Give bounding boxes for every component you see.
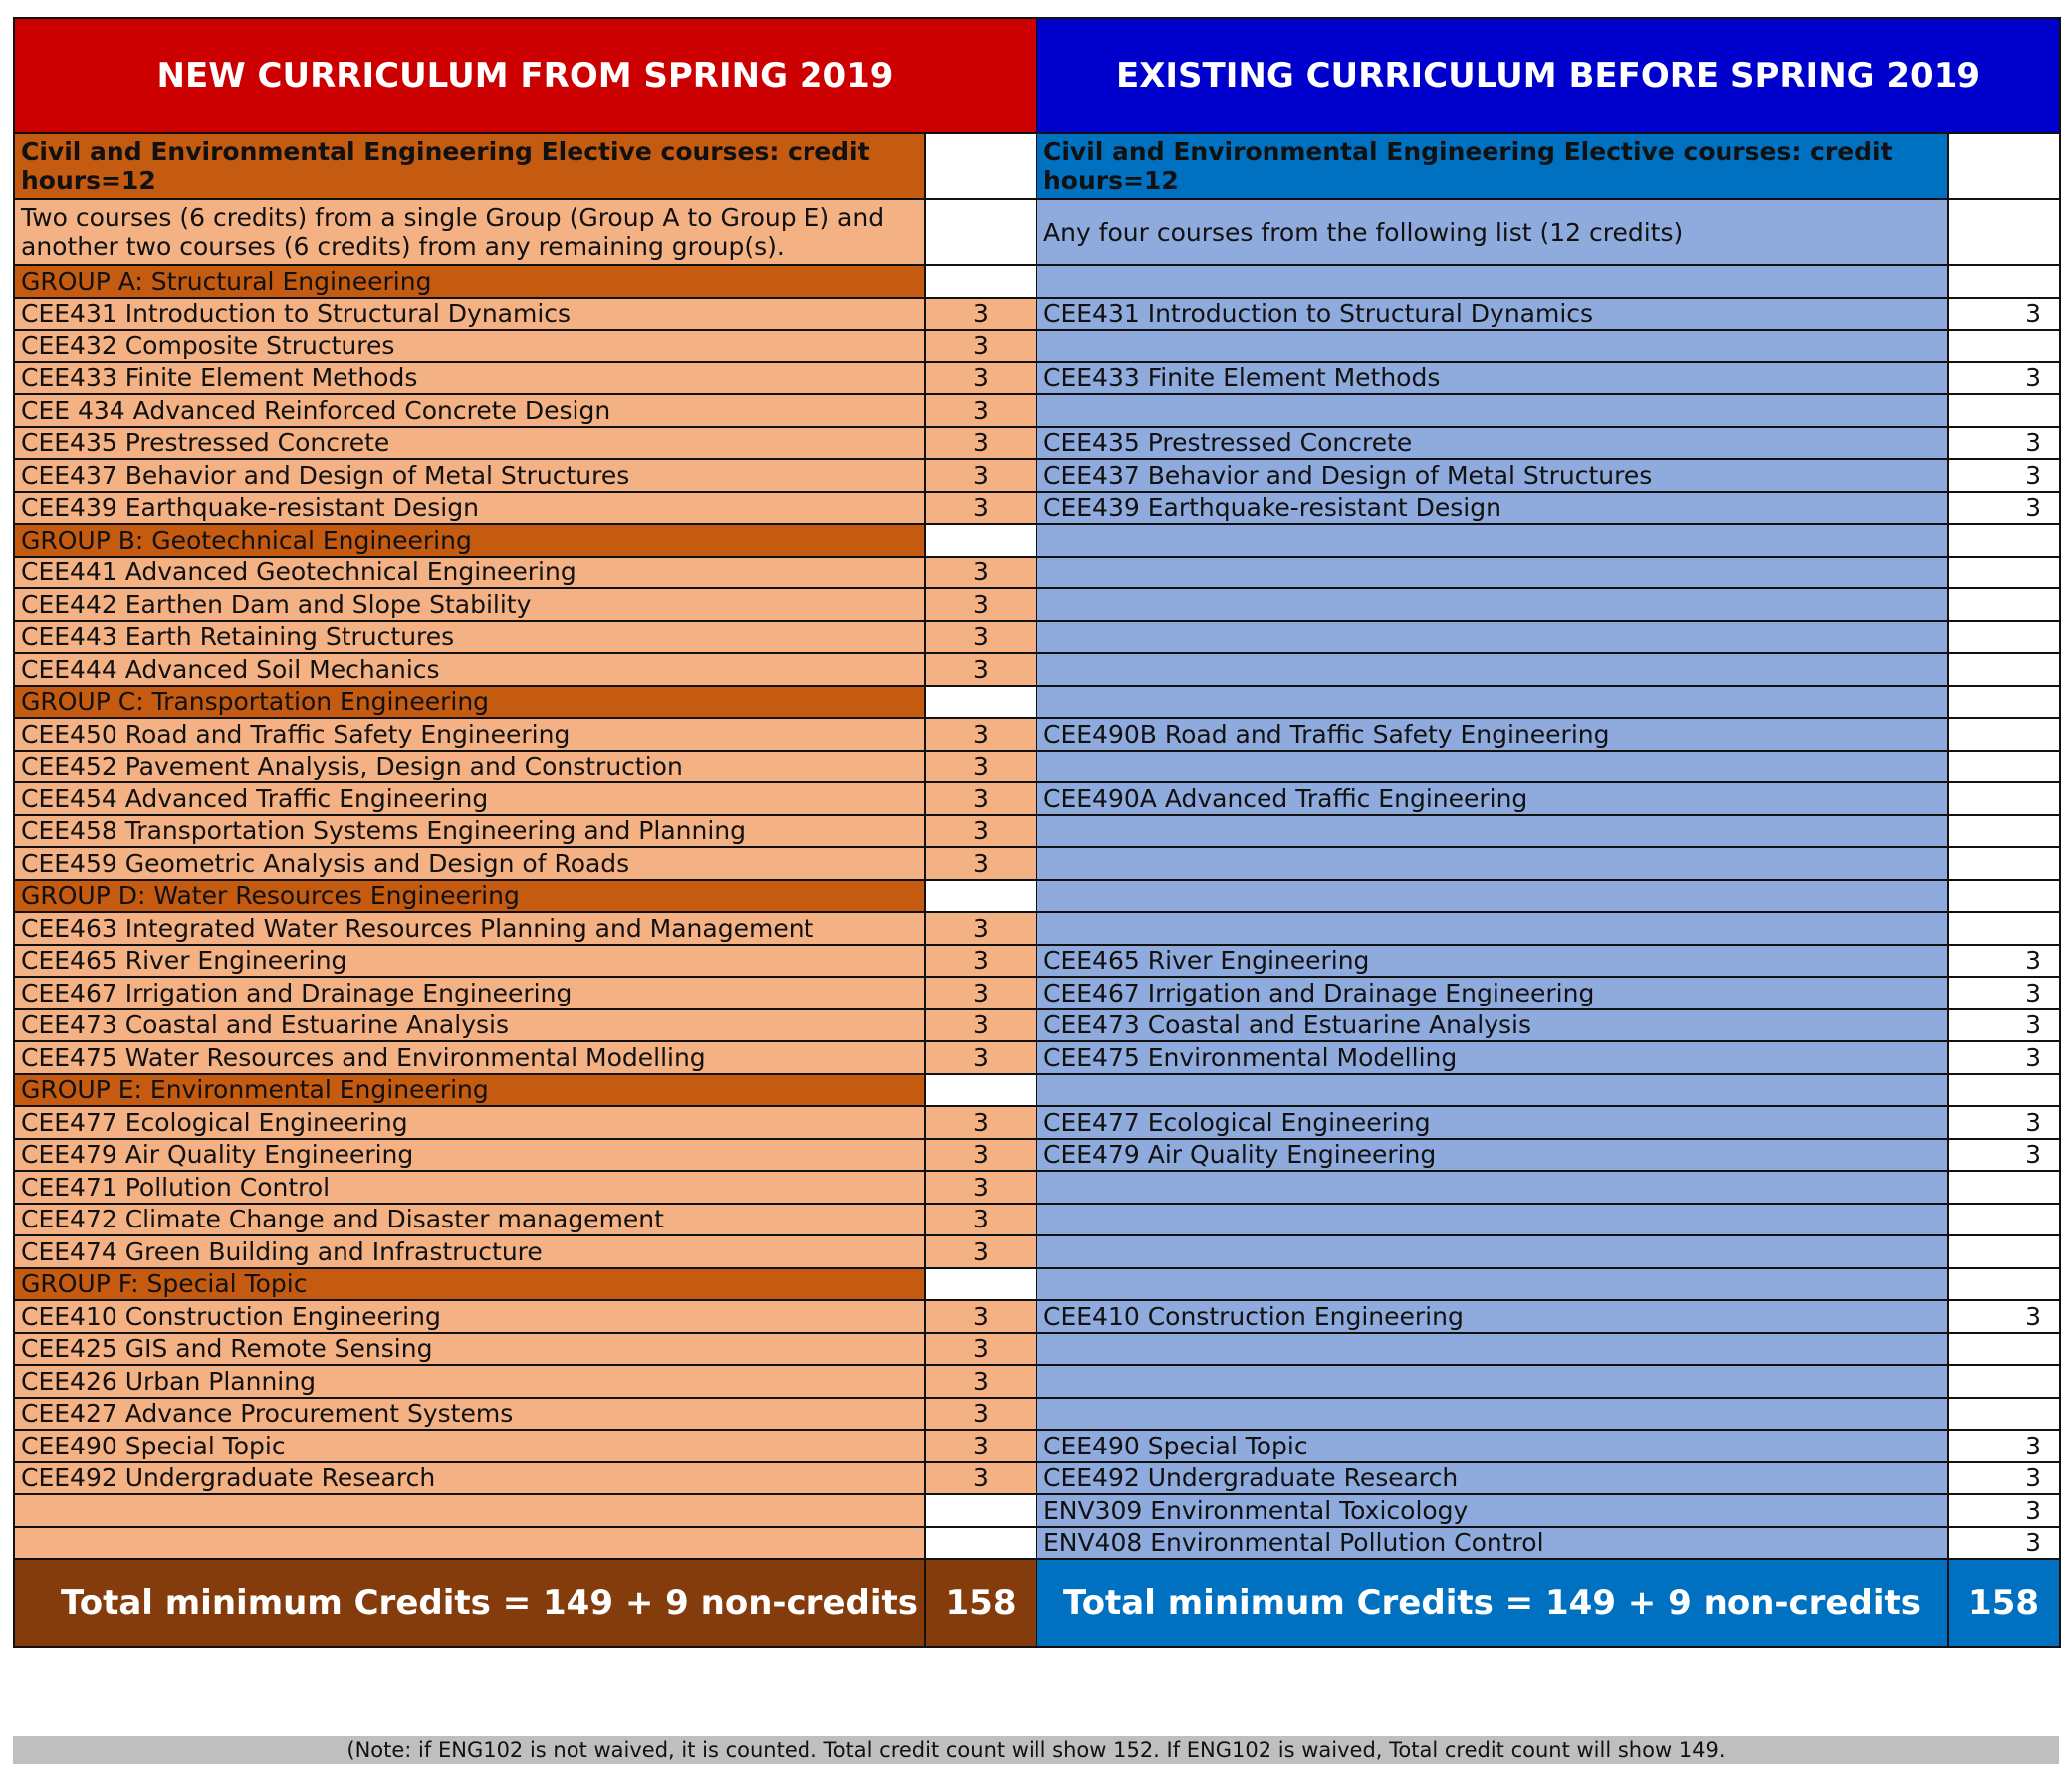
new-elective-title-credit	[925, 133, 1036, 199]
new-course-credit: 3	[925, 1009, 1036, 1042]
new-course-credit: 3	[925, 1398, 1036, 1431]
old-course-name	[1036, 686, 1948, 719]
old-course-name	[1036, 1074, 1948, 1107]
old-course-credit	[1948, 330, 2060, 362]
course-row	[14, 1527, 2060, 1560]
old-course-credit: 3	[1948, 298, 2060, 331]
old-course-name: CEE490A Advanced Traffic Engineering	[1036, 782, 1948, 815]
old-course-credit	[1948, 524, 2060, 557]
course-row	[14, 557, 2060, 589]
course-row	[14, 427, 2060, 460]
new-course-credit	[925, 1074, 1036, 1107]
new-course-credit: 3	[925, 1365, 1036, 1398]
old-course-credit	[1948, 880, 2060, 913]
old-course-credit: 3	[1948, 1009, 2060, 1042]
new-course-credit: 3	[925, 1106, 1036, 1139]
new-course-name: CEE463 Integrated Water Resources Planning and Management	[14, 912, 925, 945]
old-course-credit: 3	[1948, 1300, 2060, 1333]
new-course-credit: 3	[925, 362, 1036, 395]
new-course-name: CEE479 Air Quality Engineering	[14, 1139, 925, 1172]
old-course-name	[1036, 751, 1948, 783]
course-row	[14, 1235, 2060, 1268]
new-group-label: GROUP C: Transportation Engineering	[14, 686, 925, 719]
new-course-credit: 3	[925, 653, 1036, 686]
new-course-credit	[925, 524, 1036, 557]
old-elective-rule: Any four courses from the following list (12 credits)	[1036, 199, 1948, 265]
course-row	[14, 945, 2060, 978]
old-course-credit	[1948, 1268, 2060, 1301]
new-course-credit: 3	[925, 394, 1036, 427]
old-course-credit	[1948, 653, 2060, 686]
old-course-name	[1036, 1204, 1948, 1236]
old-elective-rule-credit	[1948, 199, 2060, 265]
new-elective-rule: Two courses (6 credits) from a single Group (Group A to Group E) and another two courses (6 credits) from any remaining group(s).	[14, 199, 925, 265]
group-row	[14, 686, 2060, 719]
old-course-name	[1036, 265, 1948, 298]
old-course-credit	[1948, 588, 2060, 621]
old-total-label: Total minimum Credits = 149 + 9 non-credits	[1036, 1559, 1948, 1647]
old-course-credit	[1948, 1235, 2060, 1268]
course-row	[14, 298, 2060, 331]
new-course-credit	[925, 880, 1036, 913]
old-course-credit	[1948, 1333, 2060, 1366]
course-row	[14, 1139, 2060, 1172]
course-row	[14, 977, 2060, 1009]
old-course-credit: 3	[1948, 459, 2060, 492]
new-course-credit: 3	[925, 1204, 1036, 1236]
new-course-name: CEE426 Urban Planning	[14, 1365, 925, 1398]
course-row	[14, 1009, 2060, 1042]
new-course-name: CEE425 GIS and Remote Sensing	[14, 1333, 925, 1366]
new-course-name: CEE435 Prestressed Concrete	[14, 427, 925, 460]
new-elective-title: Civil and Environmental Engineering Elective courses: credit hours=12	[14, 133, 925, 199]
old-course-name	[1036, 557, 1948, 589]
new-course-credit: 3	[925, 847, 1036, 880]
course-row	[14, 1300, 2060, 1333]
new-total-label: Total minimum Credits = 149 + 9 non-credits	[14, 1559, 925, 1647]
old-elective-title: Civil and Environmental Engineering Elective courses: credit hours=12	[1036, 133, 1948, 199]
new-course-credit: 3	[925, 330, 1036, 362]
new-course-credit: 3	[925, 588, 1036, 621]
old-course-name: CEE435 Prestressed Concrete	[1036, 427, 1948, 460]
old-course-name: CEE479 Air Quality Engineering	[1036, 1139, 1948, 1172]
old-course-credit: 3	[1948, 977, 2060, 1009]
old-course-name	[1036, 330, 1948, 362]
footnote: (Note: if ENG102 is not waived, it is counted. Total credit count will show 152. If ENG102 is waived, Total credit count will show 149.	[13, 1736, 2059, 1764]
old-course-credit: 3	[1948, 362, 2060, 395]
course-row	[14, 330, 2060, 362]
new-course-credit: 3	[925, 298, 1036, 331]
old-course-credit	[1948, 686, 2060, 719]
old-course-credit: 3	[1948, 1430, 2060, 1462]
new-course-name: CEE492 Undergraduate Research	[14, 1462, 925, 1495]
old-course-credit	[1948, 782, 2060, 815]
course-row	[14, 362, 2060, 395]
new-course-name: CEE439 Earthquake-resistant Design	[14, 492, 925, 525]
old-course-credit	[1948, 557, 2060, 589]
new-course-credit: 3	[925, 751, 1036, 783]
new-course-name: CEE444 Advanced Soil Mechanics	[14, 653, 925, 686]
new-course-name: CEE441 Advanced Geotechnical Engineering	[14, 557, 925, 589]
new-course-credit	[925, 686, 1036, 719]
course-row	[14, 1398, 2060, 1431]
new-course-name: CEE473 Coastal and Estuarine Analysis	[14, 1009, 925, 1042]
old-course-name: CEE490 Special Topic	[1036, 1430, 1948, 1462]
old-course-credit	[1948, 751, 2060, 783]
new-course-name: CEE471 Pollution Control	[14, 1171, 925, 1204]
old-course-name	[1036, 621, 1948, 654]
course-row	[14, 1171, 2060, 1204]
new-course-credit	[925, 265, 1036, 298]
course-row	[14, 815, 2060, 848]
old-course-name	[1036, 588, 1948, 621]
course-row	[14, 1365, 2060, 1398]
old-course-name: ENV309 Environmental Toxicology	[1036, 1494, 1948, 1527]
new-course-name: CEE490 Special Topic	[14, 1430, 925, 1462]
old-total-value: 158	[1948, 1559, 2060, 1647]
new-course-credit: 3	[925, 1235, 1036, 1268]
old-course-credit	[1948, 394, 2060, 427]
new-course-credit: 3	[925, 1171, 1036, 1204]
new-course-credit: 3	[925, 1333, 1036, 1366]
old-course-credit: 3	[1948, 1139, 2060, 1172]
new-course-name: CEE433 Finite Element Methods	[14, 362, 925, 395]
course-row	[14, 621, 2060, 654]
new-course-name: CEE458 Transportation Systems Engineering and Planning	[14, 815, 925, 848]
new-curriculum-header: NEW CURRICULUM FROM SPRING 2019	[14, 18, 1036, 133]
old-course-credit	[1948, 847, 2060, 880]
old-course-name: CEE437 Behavior and Design of Metal Structures	[1036, 459, 1948, 492]
new-total-value: 158	[925, 1559, 1036, 1647]
old-course-name	[1036, 815, 1948, 848]
new-course-credit	[925, 1527, 1036, 1560]
old-course-name: CEE492 Undergraduate Research	[1036, 1462, 1948, 1495]
old-course-credit: 3	[1948, 1527, 2060, 1560]
course-row	[14, 1462, 2060, 1495]
new-course-credit: 3	[925, 492, 1036, 525]
new-course-credit: 3	[925, 782, 1036, 815]
old-course-name	[1036, 1235, 1948, 1268]
new-group-label: GROUP B: Geotechnical Engineering	[14, 524, 925, 557]
old-course-credit: 3	[1948, 945, 2060, 978]
old-course-credit	[1948, 1074, 2060, 1107]
course-row	[14, 459, 2060, 492]
old-course-credit: 3	[1948, 1462, 2060, 1495]
curriculum-table	[13, 17, 2061, 1648]
course-row	[14, 912, 2060, 945]
old-course-name: ENV408 Environmental Pollution Control	[1036, 1527, 1948, 1560]
old-course-credit: 3	[1948, 1041, 2060, 1074]
new-course-name: CEE467 Irrigation and Drainage Engineering	[14, 977, 925, 1009]
old-course-credit	[1948, 1365, 2060, 1398]
old-course-name	[1036, 912, 1948, 945]
old-course-name	[1036, 847, 1948, 880]
new-course-name: CEE472 Climate Change and Disaster management	[14, 1204, 925, 1236]
new-group-label: GROUP F: Special Topic	[14, 1268, 925, 1301]
old-course-credit	[1948, 265, 2060, 298]
new-course-name: CEE 434 Advanced Reinforced Concrete Design	[14, 394, 925, 427]
new-course-name: CEE431 Introduction to Structural Dynamics	[14, 298, 925, 331]
course-row	[14, 718, 2060, 751]
old-course-name: CEE439 Earthquake-resistant Design	[1036, 492, 1948, 525]
new-course-name: CEE410 Construction Engineering	[14, 1300, 925, 1333]
course-row	[14, 653, 2060, 686]
old-course-name: CEE433 Finite Element Methods	[1036, 362, 1948, 395]
old-course-credit: 3	[1948, 492, 2060, 525]
old-course-name	[1036, 1171, 1948, 1204]
new-course-credit: 3	[925, 1139, 1036, 1172]
new-course-name: CEE450 Road and Traffic Safety Engineering	[14, 718, 925, 751]
new-course-credit: 3	[925, 815, 1036, 848]
new-course-credit: 3	[925, 718, 1036, 751]
new-course-credit: 3	[925, 427, 1036, 460]
new-course-name	[14, 1527, 925, 1560]
old-course-name: CEE490B Road and Traffic Safety Engineering	[1036, 718, 1948, 751]
new-elective-rule-credit	[925, 199, 1036, 265]
course-row	[14, 751, 2060, 783]
old-course-name	[1036, 1365, 1948, 1398]
group-row	[14, 1268, 2060, 1301]
old-course-name	[1036, 1398, 1948, 1431]
course-row	[14, 492, 2060, 525]
old-course-credit: 3	[1948, 1494, 2060, 1527]
old-course-name: CEE475 Environmental Modelling	[1036, 1041, 1948, 1074]
new-course-name: CEE465 River Engineering	[14, 945, 925, 978]
course-row	[14, 1106, 2060, 1139]
old-course-name: CEE477 Ecological Engineering	[1036, 1106, 1948, 1139]
new-course-credit: 3	[925, 1300, 1036, 1333]
old-course-name	[1036, 1333, 1948, 1366]
group-row	[14, 524, 2060, 557]
new-course-name	[14, 1494, 925, 1527]
new-course-name: CEE474 Green Building and Infrastructure	[14, 1235, 925, 1268]
new-course-credit: 3	[925, 945, 1036, 978]
course-row	[14, 1333, 2060, 1366]
old-course-name	[1036, 394, 1948, 427]
old-course-credit	[1948, 1204, 2060, 1236]
new-group-label: GROUP A: Structural Engineering	[14, 265, 925, 298]
new-course-name: CEE443 Earth Retaining Structures	[14, 621, 925, 654]
course-row	[14, 394, 2060, 427]
course-row	[14, 1041, 2060, 1074]
new-course-name: CEE454 Advanced Traffic Engineering	[14, 782, 925, 815]
course-row	[14, 1494, 2060, 1527]
old-course-name: CEE465 River Engineering	[1036, 945, 1948, 978]
new-course-credit: 3	[925, 557, 1036, 589]
group-row	[14, 1074, 2060, 1107]
existing-curriculum-header: EXISTING CURRICULUM BEFORE SPRING 2019	[1036, 18, 2060, 133]
course-row	[14, 1204, 2060, 1236]
new-course-credit	[925, 1268, 1036, 1301]
old-course-name: CEE431 Introduction to Structural Dynamics	[1036, 298, 1948, 331]
group-row	[14, 265, 2060, 298]
new-group-label: GROUP E: Environmental Engineering	[14, 1074, 925, 1107]
course-row	[14, 782, 2060, 815]
old-elective-title-credit	[1948, 133, 2060, 199]
group-row	[14, 880, 2060, 913]
course-row	[14, 588, 2060, 621]
new-course-credit: 3	[925, 912, 1036, 945]
old-course-name: CEE467 Irrigation and Drainage Engineering	[1036, 977, 1948, 1009]
new-course-name: CEE477 Ecological Engineering	[14, 1106, 925, 1139]
old-course-name	[1036, 1268, 1948, 1301]
new-course-name: CEE437 Behavior and Design of Metal Structures	[14, 459, 925, 492]
new-course-name: CEE427 Advance Procurement Systems	[14, 1398, 925, 1431]
new-course-credit: 3	[925, 1462, 1036, 1495]
old-course-name	[1036, 524, 1948, 557]
new-course-name: CEE475 Water Resources and Environmental Modelling	[14, 1041, 925, 1074]
old-course-credit	[1948, 1398, 2060, 1431]
old-course-credit: 3	[1948, 1106, 2060, 1139]
new-course-credit: 3	[925, 1430, 1036, 1462]
new-course-name: CEE432 Composite Structures	[14, 330, 925, 362]
new-group-label: GROUP D: Water Resources Engineering	[14, 880, 925, 913]
old-course-credit	[1948, 912, 2060, 945]
old-course-name	[1036, 653, 1948, 686]
new-course-credit	[925, 1494, 1036, 1527]
old-course-name	[1036, 880, 1948, 913]
new-course-name: CEE442 Earthen Dam and Slope Stability	[14, 588, 925, 621]
old-course-name: CEE473 Coastal and Estuarine Analysis	[1036, 1009, 1948, 1042]
old-course-credit	[1948, 718, 2060, 751]
old-course-credit: 3	[1948, 427, 2060, 460]
course-row	[14, 1430, 2060, 1462]
new-course-credit: 3	[925, 459, 1036, 492]
new-course-name: CEE452 Pavement Analysis, Design and Construction	[14, 751, 925, 783]
old-course-credit	[1948, 1171, 2060, 1204]
new-course-credit: 3	[925, 977, 1036, 1009]
new-course-credit: 3	[925, 621, 1036, 654]
new-course-credit: 3	[925, 1041, 1036, 1074]
old-course-credit	[1948, 621, 2060, 654]
old-course-name: CEE410 Construction Engineering	[1036, 1300, 1948, 1333]
old-course-credit	[1948, 815, 2060, 848]
new-course-name: CEE459 Geometric Analysis and Design of Roads	[14, 847, 925, 880]
course-row	[14, 847, 2060, 880]
